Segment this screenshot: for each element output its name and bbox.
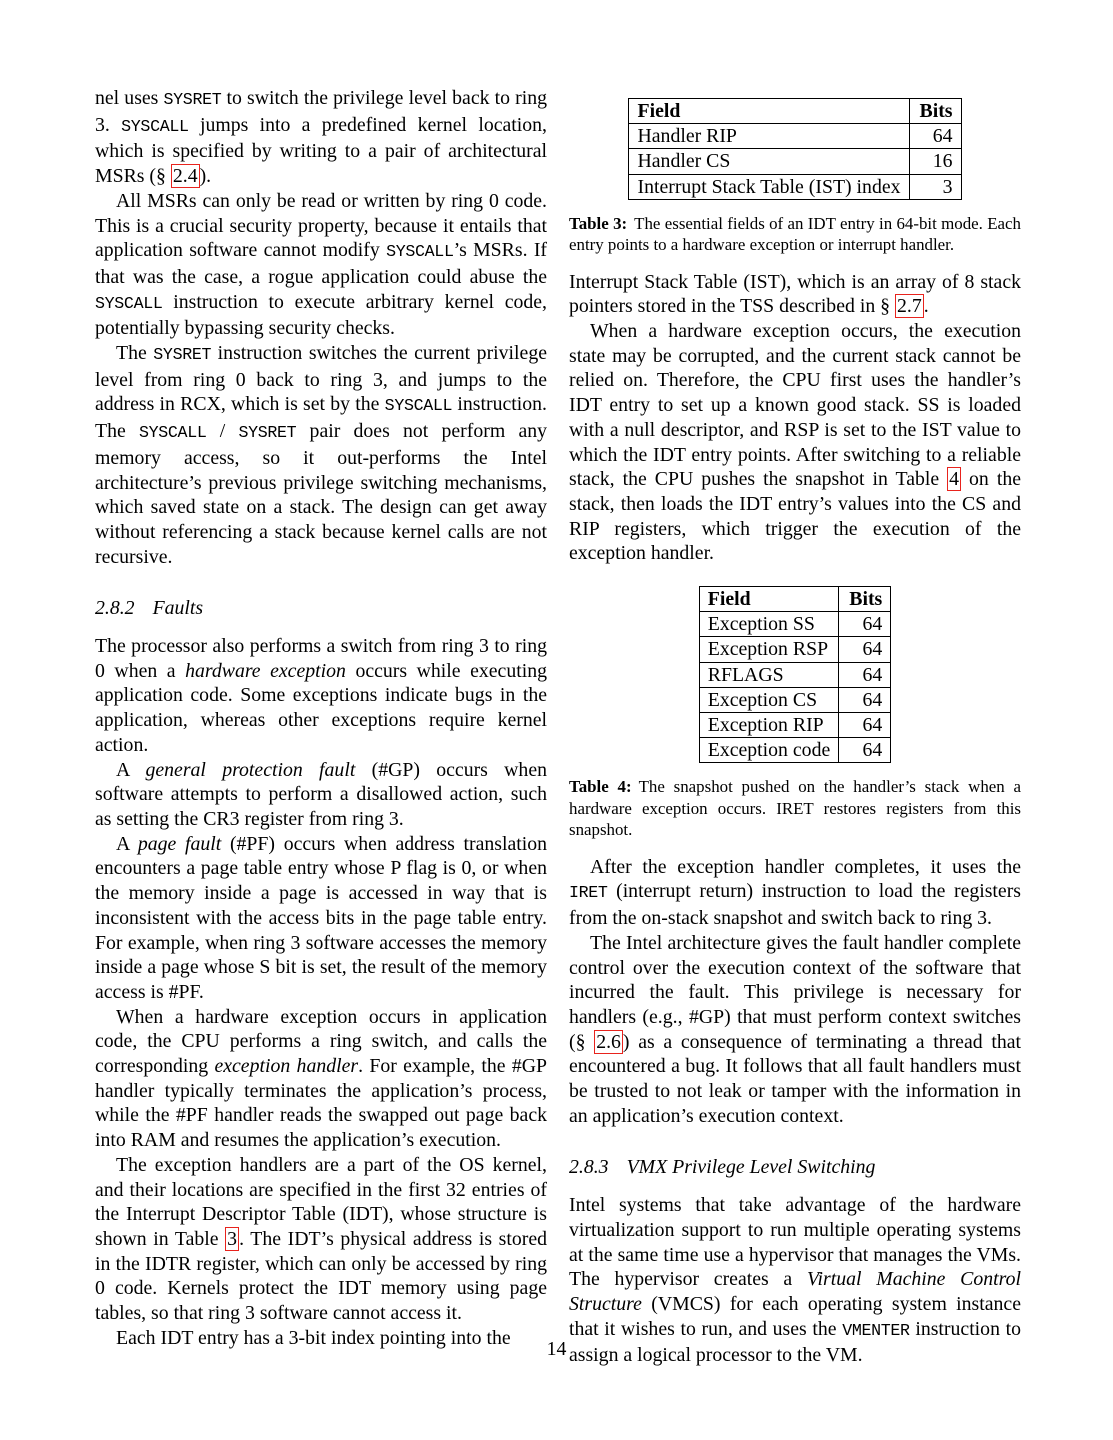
body-text: ). [199, 165, 212, 188]
inline-code: SYSCALL [95, 293, 163, 313]
inline-code: SYSRET [163, 90, 222, 109]
inline-code: SYSCALL [138, 423, 207, 443]
paragraph [569, 319, 1021, 566]
field-cell: RFLAGS [699, 662, 838, 687]
body-text: occurs while executing application code. Some exceptions indicate bugs in the application, whereas other exceptions require kernel action. [95, 659, 547, 756]
body-text: . The IDT’s physical address is stored in the IDTR register, which can only be accessed by ring 0 code. Kernels protect the IDT memory using page tables, so that ring 3 software cannot access it. [95, 1227, 547, 1325]
section-title: Faults [152, 597, 204, 620]
section-title: VMX Privilege Level Switching [626, 1156, 876, 1179]
table-row [699, 713, 890, 738]
exception-snapshot-table [699, 586, 891, 763]
paragraph [95, 758, 547, 832]
body-text: ) as a consequence of terminating a thread that encountered a bug. It follows that all fault handlers must be trusted to not leak or tamper with the information in an application’s execution context. [569, 1030, 1021, 1127]
paragraph [95, 832, 547, 1005]
cross-reference-link[interactable]: 2.4 [172, 165, 198, 188]
right-column [569, 86, 1021, 1368]
body-text: instruction to assign a logical processor to the VM. [569, 1317, 1021, 1367]
table-row [699, 662, 890, 687]
bits-cell: 64 [839, 713, 891, 738]
paragraph [95, 1153, 547, 1326]
inline-code: VMENTER [842, 1320, 910, 1340]
inline-code: IRET [569, 883, 608, 903]
body-text: Interrupt Stack Table (IST), which is an array of 8 stack pointers stored in the TSS described in § [569, 270, 1021, 318]
body-text: instruction. The [95, 393, 547, 443]
emphasis-text: Virtual Machine Control Structure [569, 1268, 1021, 1315]
bits-cell: 3 [909, 174, 961, 199]
body-text: The Intel architecture gives the fault handler complete control over the execution context of the software that incurred the fault. This privilege is necessary for handlers (e.g., #GP) that must perform context switches (§ [569, 931, 1021, 1053]
body-text: instruction to execute arbitrary kernel code, potentially bypassing security checks. [95, 290, 547, 340]
bits-cell: 64 [839, 687, 891, 712]
body-text: A [116, 832, 138, 855]
column-header: Bits [839, 587, 891, 612]
field-cell: Handler CS [629, 149, 909, 174]
table-caption [569, 213, 1021, 256]
left-column [95, 86, 547, 1350]
table-header-row [629, 99, 961, 124]
cross-reference-link[interactable]: 2.7 [897, 295, 922, 318]
body-text: to switch the privilege level back to ring 3. [95, 87, 548, 136]
body-text: instruction switches the current privilege level from ring 0 back to ring 3, and jumps to the address in RCX, which is set by the [95, 342, 547, 416]
idt-entry-fields-table [628, 98, 961, 200]
paragraph [569, 855, 1021, 931]
emphasis-text: general protection fault [145, 758, 356, 781]
field-cell: Exception CS [699, 687, 838, 712]
section-heading [95, 596, 547, 621]
body-text: . [923, 295, 929, 318]
body-text: . For example, the #GP handler typically terminates the application’s process, while the #PF handler reads the swapped out page back into RAM and resumes the application’s execution. [95, 1055, 548, 1152]
body-text: A [116, 758, 146, 781]
paragraph [95, 1005, 547, 1153]
paragraph [95, 86, 547, 189]
caption-text: The snapshot pushed on the handler’s stack when a hardware exception occurs. IRET restores registers from this snapshot. [569, 777, 1021, 840]
paragraph [569, 270, 1021, 319]
body-text: When a hardware exception occurs, the execution state may be corrupted, and the current stack cannot be relied on. Therefore, the CPU first uses the handler’s IDT entry to set up a known good stack. SS is loaded with a null descriptor, and RSP is set to the IST value to which the IDT entry points. After switching to a reliable stack, the CPU pushes the snapshot in Table [569, 320, 1021, 491]
inline-code: SYSRET [238, 423, 297, 443]
body-text: on the stack, then loads the IDT entry’s values into the CS and RIP registers, which trigger the execution of the exception handler. [569, 468, 1021, 565]
body-text: (VMCS) for each operating system instance that it wishes to run, and uses the [569, 1292, 1021, 1340]
page-number: 14 [546, 1338, 567, 1360]
table-row [629, 149, 961, 174]
emphasis-text: hardware exception [185, 659, 346, 682]
field-cell: Exception code [699, 738, 838, 763]
field-cell: Exception RSP [699, 637, 838, 662]
table-row [699, 738, 890, 763]
paragraph [95, 189, 547, 341]
table-row [699, 612, 890, 637]
body-text: pair does not perform any memory access, so it out-performs the Intel architecture’s previous privilege switching mechanisms, which saved state on a stack. The design can get away without referencing a stack because kernel calls are not recursive. [95, 420, 548, 568]
body-text: The processor also performs a switch from ring 3 to ring 0 when a [95, 635, 547, 682]
inline-code: SYSCALL [121, 116, 189, 136]
bits-cell: 64 [839, 612, 891, 637]
table-row [629, 174, 961, 199]
body-text: The exception handlers are a part of the OS kernel, and their locations are specified in the first 32 entries of the Interrupt Descriptor Table (IDT), whose structure is shown in Table [95, 1153, 547, 1250]
body-text: (#GP) occurs when software attempts to perform a disallowed action, such as setting the CR3 register from ring 3. [95, 758, 547, 830]
table-row [699, 687, 890, 712]
section-number: 2.8.2 [95, 597, 135, 620]
paragraph [569, 931, 1021, 1129]
body-text: Intel systems that take advantage of the hardware virtualization support to run multiple operating systems at the same time use a hypervisor that manages the VMs. The hypervisor creates a [569, 1194, 1021, 1291]
emphasis-text: exception handler [214, 1055, 359, 1078]
emphasis-text: page fault [137, 832, 222, 855]
table-caption [569, 776, 1021, 840]
table-header-row [699, 587, 890, 612]
body-text: nel uses [95, 87, 164, 109]
bits-cell: 64 [909, 124, 961, 149]
cross-reference-link[interactable]: 3 [227, 1227, 238, 1250]
body-text: After the exception handler completes, it uses the [590, 855, 1021, 878]
field-cell: Exception SS [699, 612, 838, 637]
paragraph [95, 341, 547, 569]
body-text: The [116, 342, 154, 365]
inline-code: SYSCALL [386, 242, 454, 262]
caption-text: The essential fields of an IDT entry in 64-bit mode. Each entry points to a hardware exception or interrupt handler. [569, 213, 1021, 255]
section-number: 2.8.3 [569, 1156, 609, 1179]
column-header: Field [699, 587, 838, 612]
body-text: All MSRs can only be read or written by ring 0 code. This is a crucial security property, because it entails that application software cannot modify [95, 189, 547, 262]
body-text: Each IDT entry has a 3-bit index pointing into the [116, 1326, 511, 1349]
inline-code: SYSCALL [384, 396, 453, 416]
caption-label: Table 4: [569, 777, 632, 797]
bits-cell: 16 [909, 149, 961, 174]
cross-reference-link[interactable]: 4 [949, 468, 960, 491]
bits-cell: 64 [839, 738, 891, 763]
section-heading [569, 1155, 1021, 1180]
table-row [629, 124, 961, 149]
field-cell: Interrupt Stack Table (IST) index [629, 174, 909, 199]
body-text: ’s MSRs. If that was the case, a rogue application could abuse the [95, 239, 547, 288]
field-cell: Exception RIP [699, 713, 838, 738]
field-cell: Handler RIP [629, 124, 909, 149]
body-text: jumps into a predefined kernel location, which is specified by writing to a pair of architectural MSRs (§ [95, 113, 548, 188]
column-header: Bits [909, 99, 961, 124]
caption-label: Table 3: [569, 213, 628, 233]
bits-cell: 64 [839, 662, 891, 687]
body-text: When a hardware exception occurs in application code, the CPU performs a ring switch, and calls the corresponding [95, 1005, 547, 1078]
bits-cell: 64 [839, 637, 891, 662]
column-header: Field [629, 99, 909, 124]
body-text: / [206, 420, 239, 443]
paragraph [95, 634, 547, 758]
body-text: (#PF) occurs when address translation encounters a page table entry whose P flag is 0, or when the memory inside a page is accessed in way that is inconsistent with the access bits in the page table entry. For example, when ring 3 software accesses the memory inside a page whose S bit is set, the result of the memory access is #PF. [95, 832, 548, 1003]
inline-code: SYSRET [153, 345, 212, 365]
cross-reference-link[interactable]: 2.6 [596, 1030, 621, 1053]
table-row [699, 637, 890, 662]
body-text: (interrupt return) instruction to load the registers from the on-stack snapshot and switch back to ring 3. [569, 880, 1021, 930]
